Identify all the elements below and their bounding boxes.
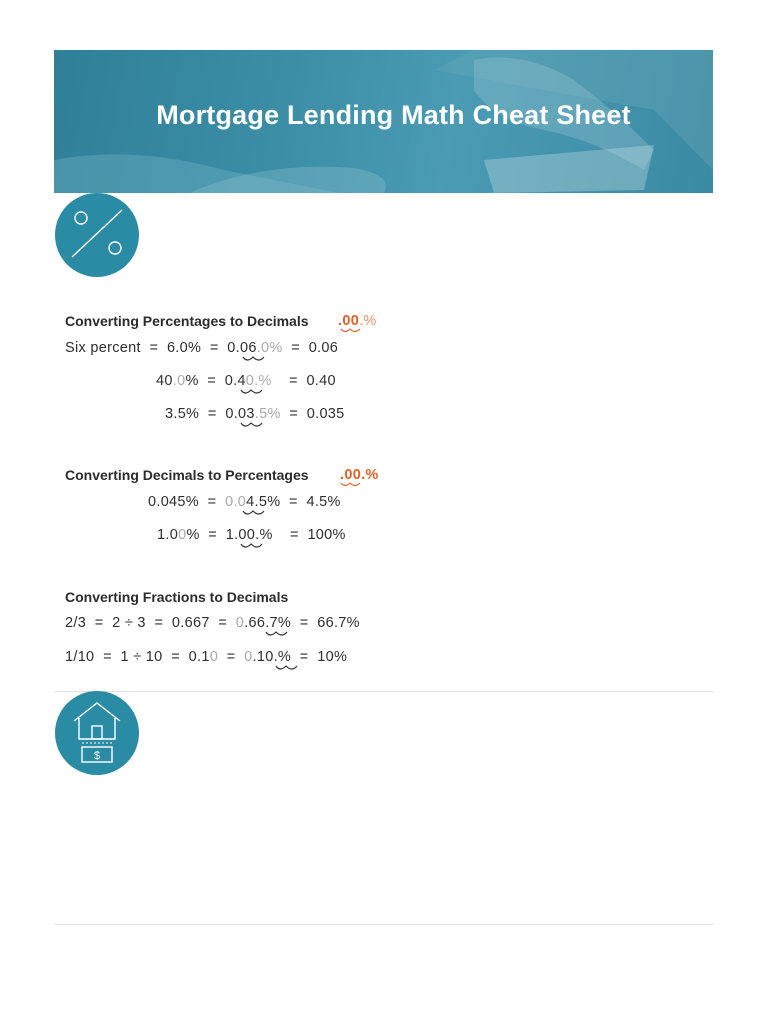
- math-row-zero-point-zero-four-five: 0.045% = 0.04.5% = 4.5%: [148, 494, 341, 510]
- math-row-one-point-zero: 1.00% = 1.00.% = 100%: [157, 527, 346, 543]
- section-title-pct-to-dec: Converting Percentages to Decimals: [65, 313, 309, 329]
- section-divider: [54, 691, 714, 692]
- page-title: Mortgage Lending Math Cheat Sheet: [156, 100, 631, 130]
- math-row-one-tenth: 1/10 = 1 ÷ 10 = 0.10 = 0.10.% = 10%: [65, 649, 348, 665]
- header-banner: [54, 50, 713, 193]
- shift-arc: [242, 510, 272, 518]
- section-title-frac-to-dec: Converting Fractions to Decimals: [65, 589, 289, 605]
- section-divider: [54, 924, 714, 925]
- marker-dec-to-pct: .00.%: [340, 467, 379, 483]
- marker-arc: [340, 482, 370, 490]
- svg-text:$: $: [93, 750, 101, 762]
- shift-arc: [240, 543, 270, 551]
- math-row-three-point-five: 3.5% = 0.03.5% = 0.035: [165, 406, 345, 422]
- house-money-icon: [55, 691, 139, 775]
- shift-arc: [240, 389, 270, 397]
- section-title-dec-to-pct: Converting Decimals to Percentages: [65, 467, 309, 483]
- shift-arc: [275, 665, 305, 673]
- math-row-two-thirds: 2/3 = 2 ÷ 3 = 0.667 = 0.66.7% = 66.7%: [65, 615, 360, 631]
- shift-arc: [240, 422, 270, 430]
- math-row-six-percent: Six percent = 6.0% = 0.06.0% = 0.06: [65, 340, 339, 356]
- shift-arc: [265, 631, 295, 639]
- marker-arc: [340, 328, 370, 336]
- percent-icon: [55, 193, 139, 277]
- marker-pct-to-dec: .00.%: [338, 313, 377, 329]
- shift-arc: [242, 356, 272, 364]
- math-row-forty: 40.0% = 0.40.% = 0.40: [156, 373, 336, 389]
